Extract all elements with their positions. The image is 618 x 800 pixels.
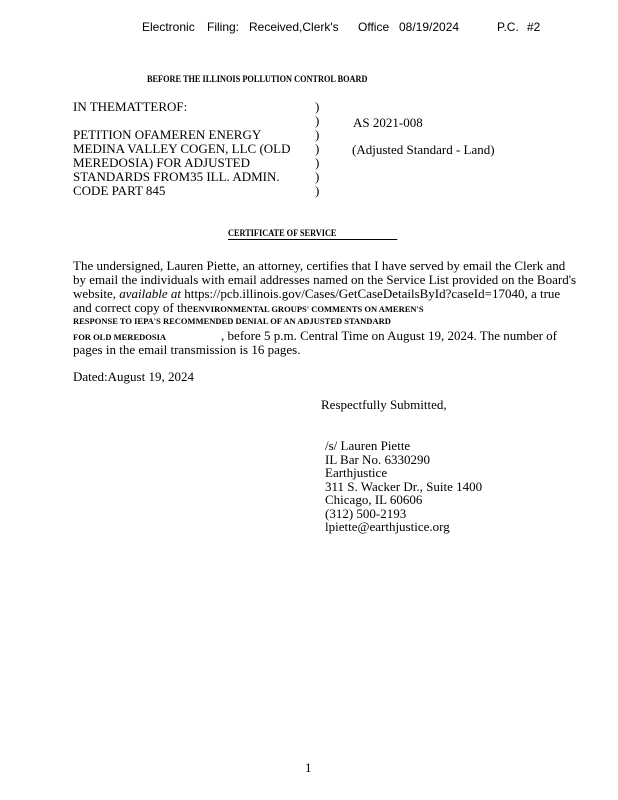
caption-line: IN THEMATTEROF: [73,99,188,114]
organization: Earthjustice [325,465,388,480]
document-title-part-3: FOR OLD MEREDOSIA [73,332,167,342]
document-title-part-1: ENVIRONMENTAL GROUPS' COMMENTS ON AMEREN'S [192,304,424,314]
a-true-text: , a true [524,286,561,301]
dated-label: Dated: [73,369,108,384]
email-address[interactable]: lpiette@earthjustice.org [325,519,450,534]
stamp-filing: Filing: [207,20,240,34]
caption-line: STANDARDS FROM35 ILL. ADMIN. [73,169,280,184]
paragraph-line-4 [73,300,424,316]
dated-value: August 19, 2024 [107,369,194,384]
available-at-text: available at [119,286,181,301]
signature-name: /s/ Lauren Piette [325,438,411,453]
page-number: 1 [305,760,312,775]
certificate-title: CERTIFICATE OF SERVICE [228,228,397,240]
stamp-pc-number: #2 [527,20,541,34]
stamp-pc-label: P.C. [497,20,519,34]
caption-paren: ) [315,113,320,128]
number-of-text: . The number of [473,328,558,343]
stamp-electronic: Electronic [142,20,195,34]
case-type: (Adjusted Standard - Land) [352,142,495,157]
dated-line [73,369,194,385]
pages-end-text: pages. [267,342,301,357]
caption-paren: ) [315,155,320,170]
stamp-office: Office [358,20,390,34]
caption-paren: ) [315,127,320,142]
caption-line: PETITION OFAMEREN ENERGY [73,127,262,142]
stamp-date: 08/19/2024 [399,20,460,34]
deadline-text: , before 5 p.m. Central Time on [221,328,385,343]
caption-line: MEDINA VALLEY COGEN, LLC (OLD [73,141,291,156]
paragraph-line-2: by email the individuals with email addresses named on the Service List provided on the Board's [73,272,577,287]
paragraph-line-1: The undersigned, Lauren Piette, an attorney, certifies that I have served by email the Clerk and [73,258,566,273]
caption-paren: ) [315,183,320,198]
stamp-received: Received,Clerk's [249,20,339,34]
pages-text: pages in the email transmission is [73,342,249,357]
service-date: August 19, 2024 [387,328,474,343]
closing-text: Respectfully Submitted, [321,397,447,412]
caption-paren: ) [315,169,320,184]
website-text: website, [73,286,116,301]
case-caption [73,100,291,198]
signature-block [325,438,482,533]
street-address: 311 S. Wacker Dr., Suite 1400 [325,478,483,494]
caption-paren: ) [315,141,320,156]
caption-parens [315,100,319,198]
caption-line: CODE PART 845 [73,183,166,198]
phone-number: (312) 500-2193 [325,505,407,521]
caption-line: MEREDOSIA) FOR ADJUSTED [73,155,250,170]
board-heading: BEFORE THE ILLINOIS POLLUTION CONTROL BOARD [147,74,368,84]
city-state-zip: Chicago, IL 60606 [325,492,423,507]
paragraph-line-7 [73,342,300,358]
caption-line [73,114,291,128]
correct-copy-text: and correct copy of the [73,300,193,315]
document-title-part-2: RESPONSE TO IEPA'S RECOMMENDED DENIAL OF AN ADJUSTED STANDARD [73,316,391,326]
caption-paren: ) [315,99,320,114]
case-number: AS 2021-008 [353,115,423,130]
page-count: 16 [251,342,265,357]
bar-number: IL Bar No. 6330290 [325,451,430,467]
case-url-link[interactable]: https://pcb.illinois.gov/Cases/GetCaseDetailsById?caseId=17040 [184,286,525,301]
